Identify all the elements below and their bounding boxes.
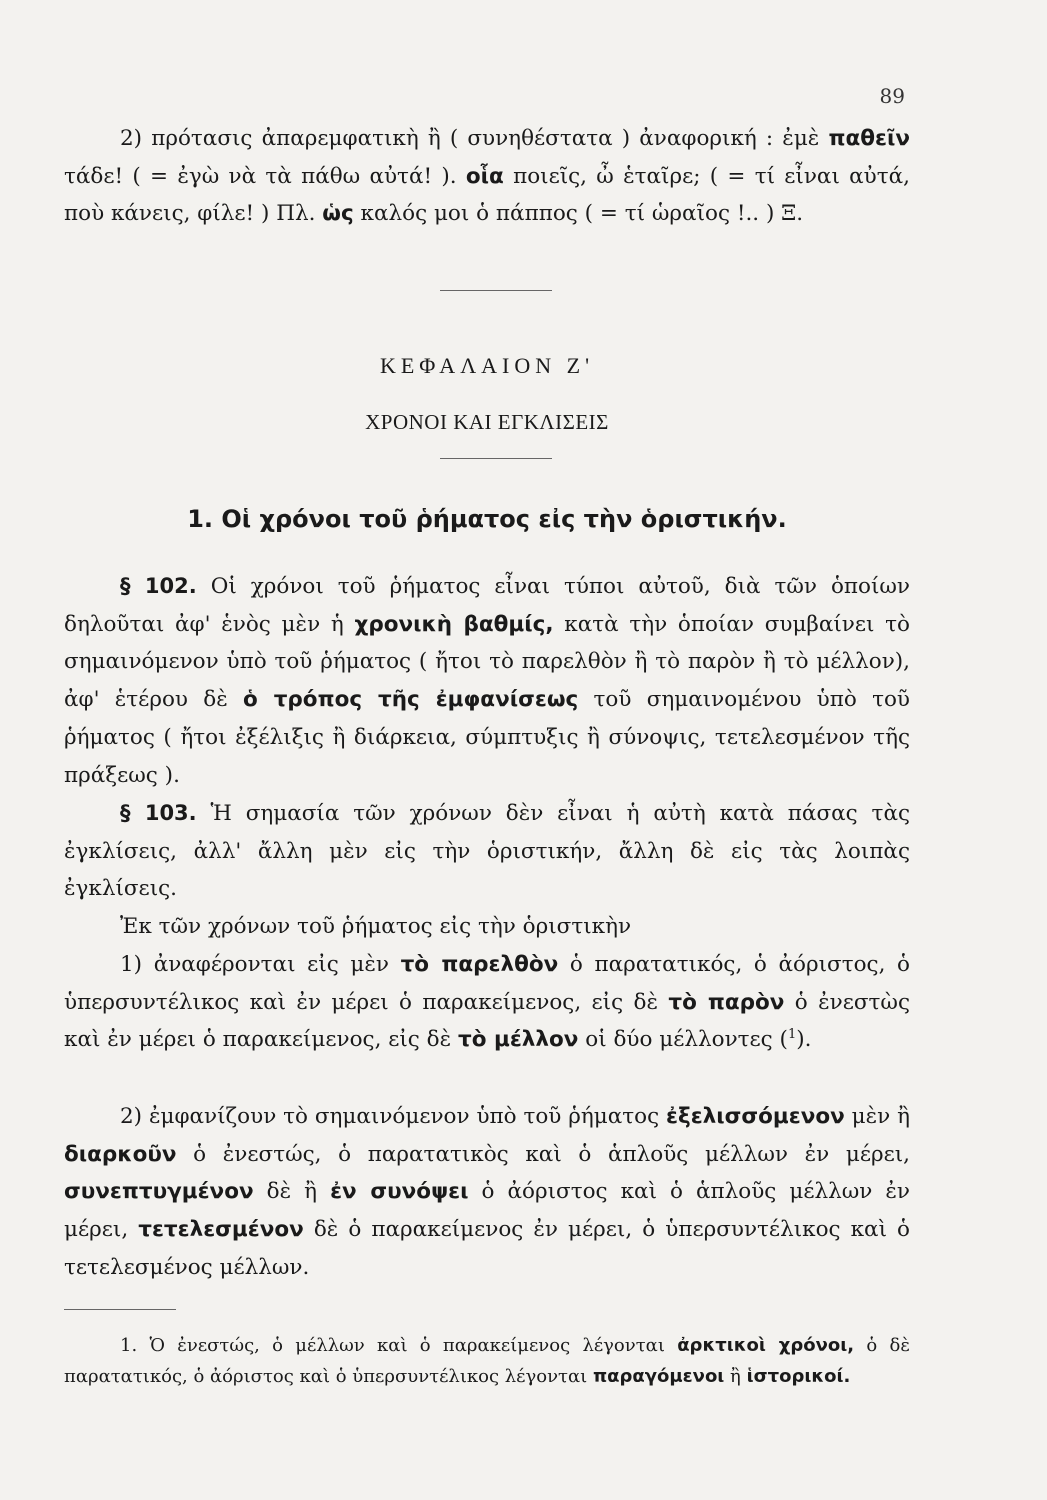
divider-rule [440,458,552,459]
text-run: τάδε! ( = ἐγὼ νὰ τὰ πάθω αὐτά! ). [64,163,466,189]
text-run: ὁ παρατατικός, ὁ ἀόριστος, ὁ ὑπερσυντέλικος καὶ ἐν μέρει ὁ παρακείμενος, εἰς δὲ [64,952,910,1015]
bold-term: τὸ παρελθὸν [400,952,559,977]
intro-paragraph [64,120,910,233]
intro-line [64,908,910,946]
bold-term: τὸ παρὸν [668,989,785,1015]
bold-term: ὁ τρόπος τῆς ἐμφανίσεως [243,687,579,713]
text-run: τοῦ σημαινομένου ὑπὸ τοῦ ῥήματος ( ἤτοι ἐξέλιξις ἢ διάρκεια, σύμπτυξις ἢ σύνοψις, τετελεσμένον τῆς πράξεως ). [64,687,910,788]
bold-term: διαρκοῦν [64,1141,177,1167]
footnote [64,1330,910,1392]
text-run: Ἡ σημασία τῶν χρόνων δὲν εἶναι ἡ αὐτὴ κατὰ πάσας τὰς ἐγκλίσεις, ἀλλ' ἄλλη μὲν εἰς τὴν ὁριστικήν, ἄλλη δὲ εἰς τὰς λοιπὰς ἐγκλίσεις. [64,801,910,902]
section-number: § 103. [120,801,197,825]
bold-term: ἱστορικοί. [746,1366,851,1387]
bold-term: τετελεσμένον [138,1217,304,1243]
section-heading: 1. Οἱ χρόνοι τοῦ ῥήματος εἰς τὴν ὁριστικήν. [187,505,787,533]
chapter-title: ΧΡΟΝΟΙ ΚΑΙ ΕΓΚΛΙΣΕΙΣ [365,410,609,434]
text-run: ὁ ἐνεστώς, ὁ παρατατικὸς καὶ ὁ ἁπλοῦς μέλλων ἐν μέρει, [176,1141,910,1167]
text-run: ). [796,1027,812,1053]
page-number: 89 [879,84,905,108]
section-number: § 102. [120,574,197,598]
text-run: δὲ ὁ παρακείμενος ἐν μέρει, ὁ ὑπερσυντέλικος καὶ ὁ τετελεσμένος μέλλων. [64,1217,910,1280]
bold-term: ἐν συνόψει [330,1179,469,1205]
bold-term: χρονικὴ βαθμίς, [354,611,554,637]
text-run: ποιεῖς, ὦ ἑταῖρε; ( = τί εἶναι αὐτά, ποὺ κάνεις, φίλε! ) Πλ. [64,163,910,227]
text-run: μὲν ἢ [844,1104,910,1129]
text-run: ὁ ἐνεστὼς καὶ ἐν μέρει ὁ παρακείμενος, εἰς δὲ [64,989,910,1053]
footnote-ref: 1 [787,1027,797,1043]
text-run: δὲ ἢ [253,1179,331,1205]
paragraph-103 [64,795,910,908]
list-item-2 [64,1098,910,1287]
text-run: ὁ ἀόριστος καὶ ὁ ἁπλοῦς μέλλων ἐν μέρει, [64,1179,910,1243]
bold-term: ἀρκτικοὶ χρόνοι, [677,1335,855,1356]
text-run: ἢ [724,1366,747,1387]
text-run: ὁ δὲ παρατατικός, ὁ ἀόριστος καὶ ὁ ὑπερσυντέλικος λέγονται [64,1335,910,1387]
footnote-rule [64,1309,176,1310]
text-run: οἱ δύο μέλλοντες ( [578,1027,788,1053]
text-run: 2) πρότασις ἀπαρεμφατικὴ ἢ ( συνηθέστατα ) ἀναφορική : ἐμὲ [120,126,829,151]
paragraph-102 [64,568,910,794]
bold-term: παραγόμενοι [592,1366,725,1387]
bold-term: ἐξελισσόμενον [666,1104,845,1129]
text-run: καλός μοι ὁ πάππος ( = τί ὡραῖος !.. ) Ξ. [353,201,804,227]
text-run: Οἱ χρόνοι τοῦ ῥήματος εἶναι τύποι αὐτοῦ, διὰ τῶν ὁποίων δηλοῦται ἀφ' ἑνὸς μὲν ἡ [64,574,910,637]
list-item-1 [64,946,910,1059]
bold-term: τὸ μέλλον [458,1027,579,1053]
divider-rule [440,290,552,291]
text-run: 1. Ὁ ἐνεστώς, ὁ μέλλων καὶ ὁ παρακείμενος λέγονται [120,1335,678,1356]
bold-term: συνεπτυγμένον [64,1179,254,1205]
text-run: Ἐκ τῶν χρόνων τοῦ ῥήματος εἰς τὴν ὁριστικὴν [120,914,632,939]
bold-term: οἷα [465,163,504,189]
bold-term: ὡς [322,201,354,227]
chapter-number: ΚΕΦΑΛΑΙΟΝ Ζ' [379,353,595,378]
text-run: 2) ἐμφανίζουν τὸ σημαινόμενον ὑπὸ τοῦ ῥήματος [120,1104,667,1129]
text-run: κατὰ τὴν ὁποίαν συμβαίνει τὸ σημαινόμενον ὑπὸ τοῦ ῥήματος ( ἤτοι τὸ παρελθὸν ἢ τὸ παρὸν ἢ τὸ μέλλον), ἀφ' ἑτέρου δὲ [64,611,910,713]
text-run: 1) ἀναφέρονται εἰς μὲν [120,952,401,977]
bold-term: παθεῖν [828,126,910,151]
